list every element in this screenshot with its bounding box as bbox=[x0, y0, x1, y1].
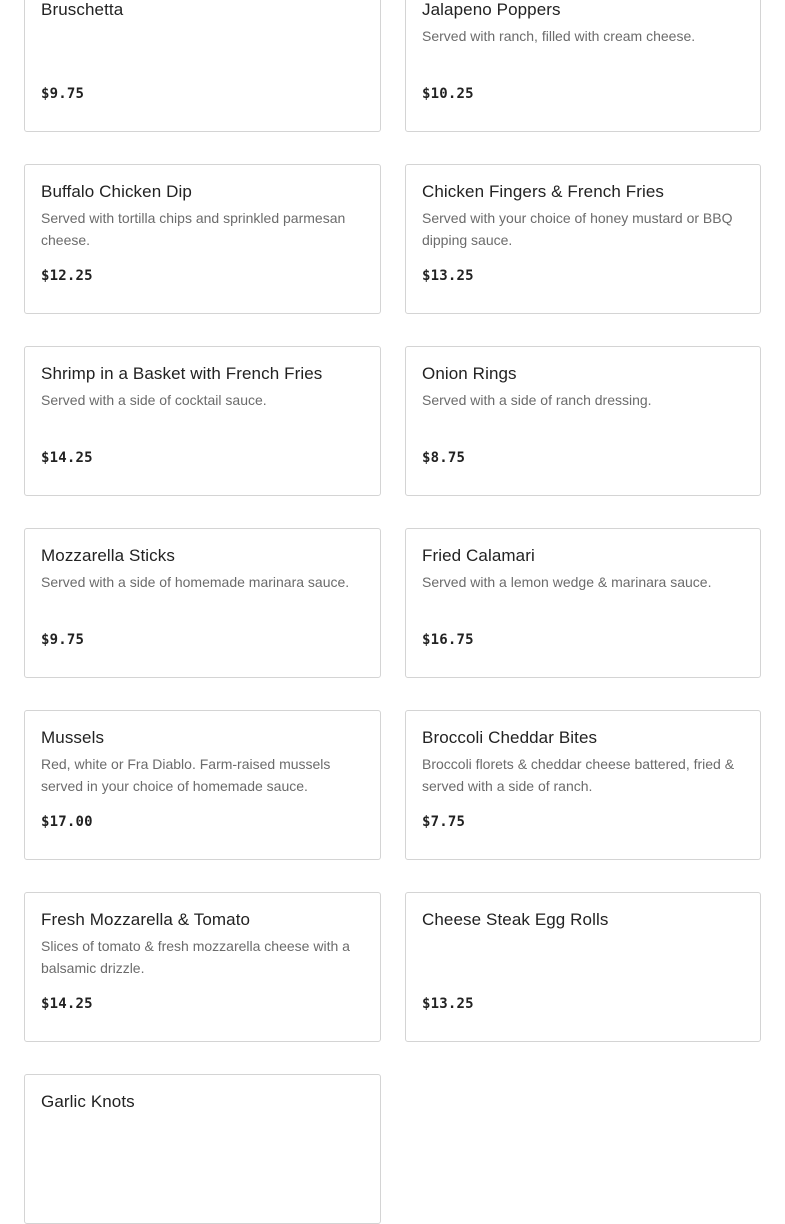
menu-item-description: Served with your choice of honey mustard or BBQ dipping sauce. bbox=[422, 210, 733, 248]
menu-item-card[interactable] bbox=[24, 1074, 381, 1224]
menu-item-price: $10.25 bbox=[422, 86, 474, 102]
menu-item-price: $12.25 bbox=[41, 268, 93, 284]
menu-item-card[interactable] bbox=[405, 528, 761, 678]
menu-item-price: $8.75 bbox=[422, 450, 466, 466]
menu-item-card[interactable] bbox=[405, 710, 761, 860]
menu-item-description: Served with a side of ranch dressing. bbox=[422, 392, 652, 408]
menu-item-name: Bruschetta bbox=[41, 0, 124, 19]
menu-items-grid bbox=[24, 0, 761, 1224]
menu-item-price: $13.25 bbox=[422, 996, 474, 1012]
menu-item-description: Served with a lemon wedge & marinara sauce. bbox=[422, 574, 712, 590]
menu-item-name: Shrimp in a Basket with French Fries bbox=[41, 364, 323, 383]
menu-item-description: Served with a side of cocktail sauce. bbox=[41, 392, 267, 408]
menu-item-price: $17.00 bbox=[41, 814, 93, 830]
menu-item-description: Red, white or Fra Diablo. Farm-raised mussels served in your choice of homemade sauce. bbox=[41, 756, 331, 794]
menu-item-price: $9.75 bbox=[41, 632, 85, 648]
menu-item-description: Served with a side of homemade marinara sauce. bbox=[41, 574, 350, 590]
menu-item-name: Buffalo Chicken Dip bbox=[41, 182, 192, 201]
menu-item-price: $16.75 bbox=[422, 632, 474, 648]
menu-item-name: Cheese Steak Egg Rolls bbox=[422, 910, 609, 929]
menu-item-card[interactable] bbox=[405, 0, 761, 132]
menu-item-name: Fried Calamari bbox=[422, 546, 535, 565]
menu-item-card[interactable] bbox=[405, 164, 761, 314]
menu-item-card[interactable] bbox=[24, 710, 381, 860]
menu-item-name: Mussels bbox=[41, 728, 105, 747]
menu-item-card[interactable] bbox=[24, 0, 381, 132]
menu-item-card[interactable] bbox=[24, 164, 381, 314]
menu-item-name: Onion Rings bbox=[422, 364, 517, 383]
menu-item-price: $14.25 bbox=[41, 996, 93, 1012]
menu-item-price: $7.75 bbox=[422, 814, 466, 830]
menu-item-price: $9.75 bbox=[41, 86, 85, 102]
menu-item-description: Served with tortilla chips and sprinkled parmesan cheese. bbox=[41, 210, 346, 248]
menu-item-card[interactable] bbox=[24, 892, 381, 1042]
menu-item-name: Broccoli Cheddar Bites bbox=[422, 728, 598, 747]
menu-item-name: Garlic Knots bbox=[41, 1092, 135, 1111]
menu-item-price: $13.25 bbox=[422, 268, 474, 284]
menu-item-name: Jalapeno Poppers bbox=[422, 0, 561, 19]
menu-item-price: $14.25 bbox=[41, 450, 93, 466]
menu-item-card[interactable] bbox=[24, 528, 381, 678]
menu-item-card[interactable] bbox=[405, 892, 761, 1042]
menu-item-description: Slices of tomato & fresh mozzarella cheese with a balsamic drizzle. bbox=[41, 938, 350, 976]
menu-item-name: Mozzarella Sticks bbox=[41, 546, 175, 565]
menu-item-description: Served with ranch, filled with cream cheese. bbox=[422, 28, 696, 44]
menu-item-card[interactable] bbox=[24, 346, 381, 496]
menu-item-card[interactable] bbox=[405, 346, 761, 496]
menu-item-name: Chicken Fingers & French Fries bbox=[422, 182, 665, 201]
menu-item-name: Fresh Mozzarella & Tomato bbox=[41, 910, 251, 929]
menu-item-description: Broccoli florets & cheddar cheese battered, fried & served with a side of ranch. bbox=[422, 756, 735, 794]
